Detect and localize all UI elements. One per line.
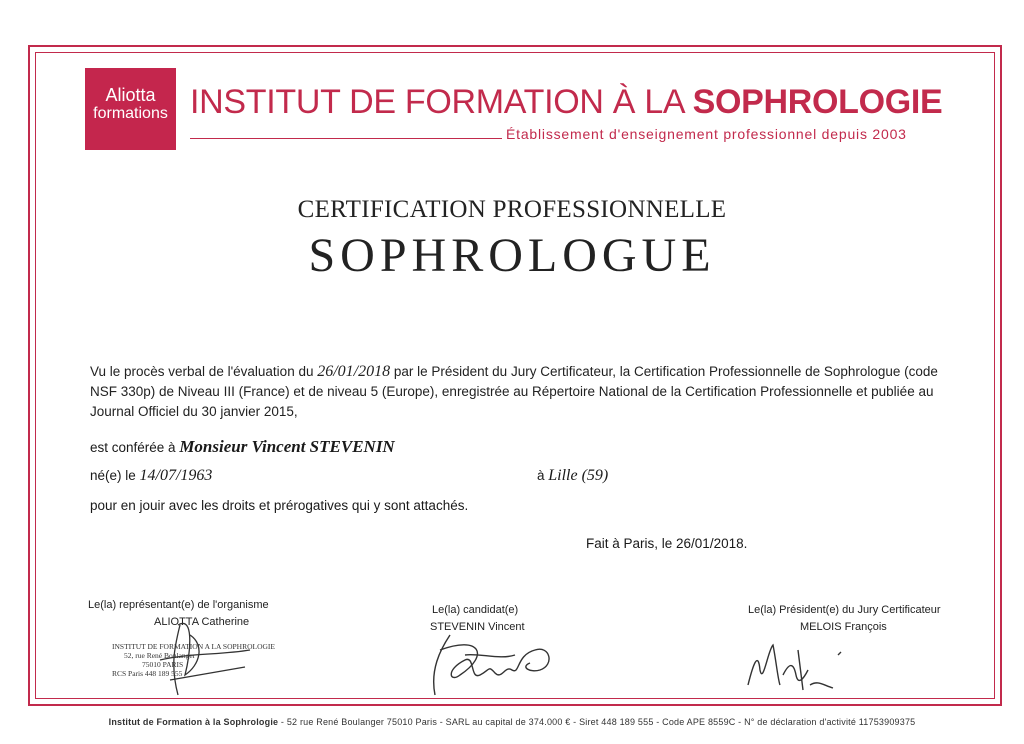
stamp-line-4: RCS Paris 448 189 555 bbox=[112, 669, 183, 678]
birth-place-line bbox=[537, 467, 608, 485]
institute-title bbox=[190, 82, 942, 122]
institute-title-regular: INSTITUT DE FORMATION À LA bbox=[190, 83, 693, 121]
made-at-line: Fait à Paris, le 26/01/2018. bbox=[586, 536, 748, 551]
jury-president-label: Le(la) Président(e) du Jury Certificateur bbox=[748, 604, 941, 616]
stamp-line-3: 75010 PARIS bbox=[142, 660, 184, 669]
footer-legal bbox=[0, 717, 1024, 727]
aliotta-logo bbox=[85, 68, 176, 150]
jury-president-signature bbox=[738, 630, 858, 700]
birth-date-line bbox=[90, 467, 212, 485]
header-rule bbox=[190, 138, 502, 139]
stamp-line-1: INSTITUT DE FORMATION A LA SOPHROLOGIE bbox=[112, 642, 275, 651]
footer-details: - 52 rue René Boulanger 75010 Paris - SARL au capital de 374.000 € - Siret 448 189 555 - Code APE 8559C - N° de déclaration d'activité 11753909375 bbox=[278, 717, 916, 727]
conferred-label: est conférée à bbox=[90, 440, 180, 455]
representative-label: Le(la) représentant(e) de l'organisme bbox=[88, 599, 269, 611]
footer-org: Institut de Formation à la Sophrologie bbox=[108, 717, 279, 727]
evaluation-text-before: Vu le procès verbal de l'évaluation du bbox=[90, 364, 318, 379]
institute-title-bold: SOPHROLOGIE bbox=[692, 83, 943, 121]
representative-name: ALIOTTA Catherine bbox=[154, 616, 250, 628]
birth-place-label: à bbox=[537, 468, 549, 483]
evaluation-paragraph bbox=[90, 362, 950, 422]
evaluation-text-after: par le Président du Jury Certificateur, la Certification Professionnelle de Sophrologue (code NSF 330p) de Niveau III (France) et de niveau 5 (Europe), enregistrée au Répertoire National de la Certification Professionnelle et publiée au Journal Officiel du 30 janvier 2015, bbox=[90, 364, 938, 419]
stamp-line-2: 52, rue René Boulanger bbox=[124, 651, 196, 660]
evaluation-date: 26/01/2018 bbox=[317, 363, 391, 380]
rights-line: pour en jouir avec les droits et prérogatives qui y sont attachés. bbox=[90, 498, 469, 513]
institute-subtitle: Établissement d'enseignement professionnel depuis 2003 bbox=[506, 126, 907, 142]
birth-place-value: Lille (59) bbox=[548, 467, 609, 484]
birth-date-label: né(e) le bbox=[90, 468, 140, 483]
birth-date-value: 14/07/1963 bbox=[139, 467, 213, 484]
candidate-label: Le(la) candidat(e) bbox=[432, 604, 519, 616]
certificate-name: SOPHROLOGUE bbox=[308, 229, 716, 282]
conferred-line bbox=[90, 437, 395, 457]
representative-signature bbox=[150, 605, 260, 710]
recipient-name: Monsieur Vincent STEVENIN bbox=[179, 437, 395, 456]
certificate-title: CERTIFICATION PROFESSIONNELLE bbox=[297, 196, 727, 223]
logo-line-1: Aliotta bbox=[105, 85, 156, 105]
logo-line-2: formations bbox=[93, 105, 168, 122]
candidate-name: STEVENIN Vincent bbox=[430, 621, 525, 633]
candidate-signature bbox=[420, 625, 580, 705]
jury-president-name: MELOIS François bbox=[800, 621, 887, 633]
